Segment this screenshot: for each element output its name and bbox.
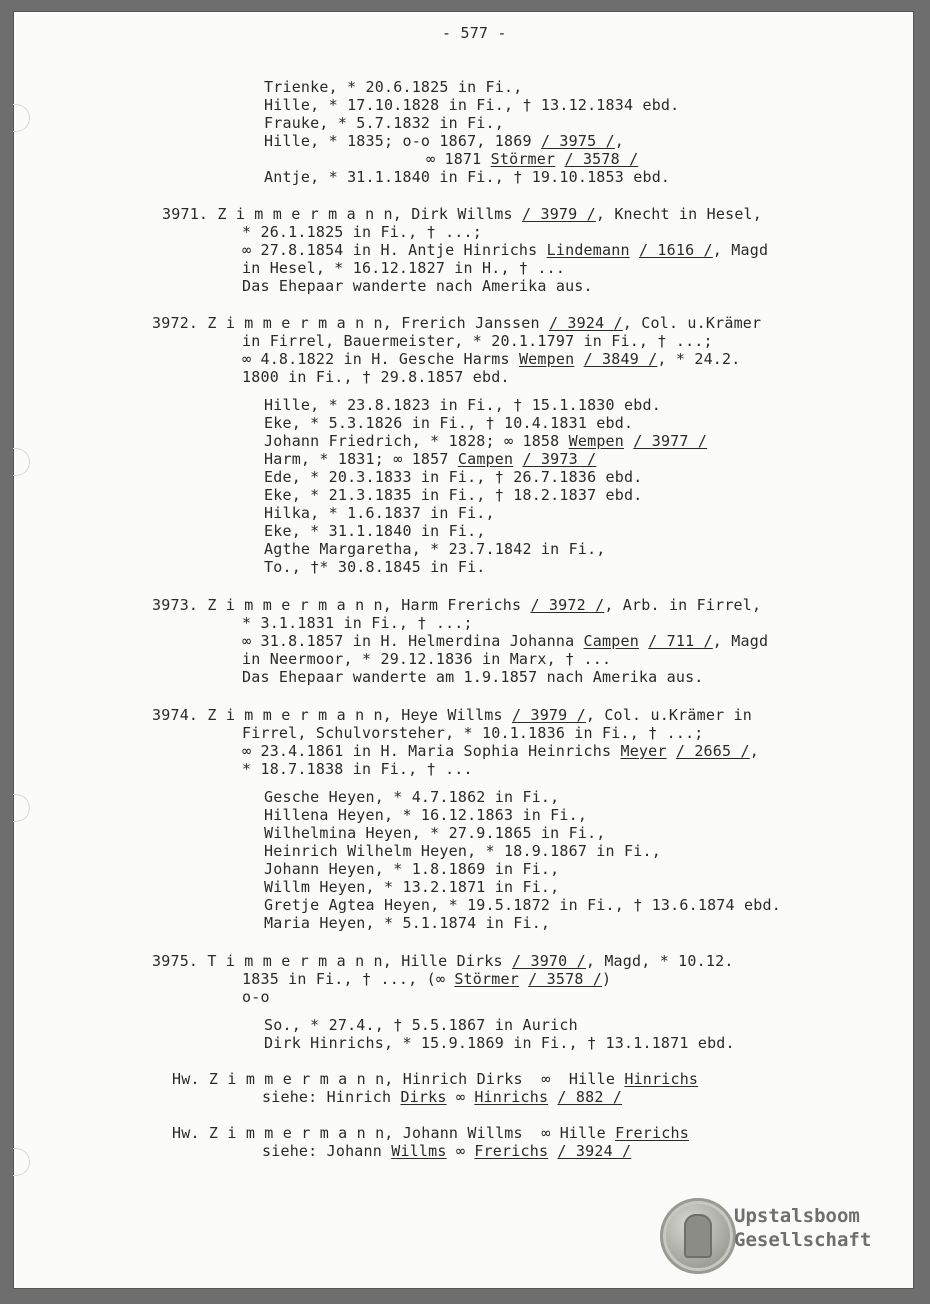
text-segment: * 26.1.1825 in Fi., † ...; — [242, 223, 482, 241]
text-line — [242, 970, 611, 988]
text-segment: ∞ 27.8.1854 in H. Antje Hinrichs — [242, 241, 547, 259]
text-line — [242, 760, 473, 778]
text-segment: 1800 in Fi., † 29.8.1857 ebd. — [242, 368, 510, 386]
text-segment: Hille, * 1835; o-o 1867, 1869 — [264, 132, 541, 150]
text-line — [264, 896, 781, 914]
text-segment — [667, 742, 676, 760]
text-line — [264, 450, 596, 468]
underlined-reference: / 3979 / — [512, 706, 586, 724]
text-segment: Wilhelmina Heyen, * 27.9.1865 in Fi., — [264, 824, 606, 842]
text-segment: Ede, * 20.3.1833 in Fi., † 26.7.1836 ebd. — [264, 468, 643, 486]
text-segment — [639, 632, 648, 650]
text-segment: 3971. Z i m m e r m a n n, Dirk Willms — [162, 205, 522, 223]
text-segment: siehe: Johann — [262, 1142, 392, 1160]
text-line — [264, 468, 642, 486]
text-segment: Eke, * 31.1.1840 in Fi., — [264, 522, 486, 540]
text-segment: Hille, * 17.10.1828 in Fi., † 13.12.1834 ebd. — [264, 96, 680, 114]
underlined-reference: / 711 / — [648, 632, 713, 650]
text-line — [264, 96, 679, 114]
underlined-reference: / 3970 / — [512, 952, 586, 970]
text-line — [242, 614, 473, 632]
text-segment: , Magd — [712, 632, 769, 650]
text-line — [264, 414, 633, 432]
underlined-reference: Wempen — [568, 432, 625, 450]
text-segment: , — [749, 742, 759, 760]
text-line — [264, 486, 642, 504]
text-line — [264, 842, 661, 860]
text-line — [264, 806, 587, 824]
text-segment: , — [614, 132, 625, 150]
text-segment: ∞ — [446, 1088, 475, 1106]
text-segment: 3973. Z i m m e r m a n n, Harm Frerichs — [152, 596, 531, 614]
underlined-reference: Hinrichs — [624, 1070, 699, 1088]
cross-reference-line — [262, 1088, 622, 1106]
entry-heading-3975 — [152, 952, 734, 970]
cross-reference-heading — [172, 1124, 689, 1142]
logo-line-2: Gesellschaft — [734, 1229, 872, 1251]
text-segment: ) — [602, 970, 612, 988]
text-segment: Hille, * 23.8.1823 in Fi., † 15.1.1830 ebd. — [264, 396, 661, 414]
page-number: - 577 - — [442, 24, 507, 42]
underlined-reference: Störmer — [490, 150, 556, 168]
text-segment: Das Ehepaar wanderte am 1.9.1857 nach Amerika aus. — [242, 668, 704, 686]
text-segment: Hilka, * 1.6.1837 in Fi., — [264, 504, 495, 522]
text-line — [264, 522, 486, 540]
text-line — [242, 241, 768, 259]
underlined-reference: / 3973 / — [522, 450, 597, 468]
text-line — [242, 632, 768, 650]
text-segment: Heinrich Wilhelm Heyen, * 18.9.1867 in Fi., — [264, 842, 661, 860]
text-line — [242, 650, 611, 668]
text-line — [264, 132, 624, 150]
punch-hole-mark — [13, 448, 30, 476]
text-segment: 1835 in Fi., † ..., (∞ — [242, 970, 455, 988]
text-segment — [624, 432, 633, 450]
text-segment: Eke, * 5.3.1826 in Fi., † 10.4.1831 ebd. — [264, 414, 634, 432]
text-line — [264, 114, 504, 132]
underlined-reference: / 3578 / — [564, 150, 639, 168]
text-segment: , * 24.2. — [657, 350, 741, 368]
text-segment: 3975. T i m m e r m a n n, Hille Dirks — [152, 952, 512, 970]
text-segment: Das Ehepaar wanderte nach Amerika aus. — [242, 277, 593, 295]
text-segment: , Col. u.Krämer — [622, 314, 762, 332]
underlined-reference: / 1616 / — [638, 241, 713, 259]
text-line — [242, 259, 565, 277]
underlined-reference: Lindemann — [546, 241, 630, 259]
underlined-reference: / 3979 / — [522, 205, 596, 223]
text-line — [264, 878, 559, 896]
logo-line-1: Upstalsboom — [734, 1205, 860, 1227]
text-segment: , Magd — [712, 241, 769, 259]
text-segment: Gesche Heyen, * 4.7.1862 in Fi., — [264, 788, 560, 806]
text-segment: , Knecht in Hesel, — [595, 205, 763, 223]
text-segment: * 3.1.1831 in Fi., † ...; — [242, 614, 473, 632]
entry-heading-3972 — [152, 314, 761, 332]
underlined-reference: / 3975 / — [540, 132, 615, 150]
underlined-reference: / 3849 / — [583, 350, 658, 368]
underlined-reference: / 882 / — [557, 1088, 623, 1106]
underlined-reference: Frerichs — [615, 1124, 689, 1142]
underlined-reference: / 3578 / — [528, 970, 603, 988]
text-segment — [630, 241, 639, 259]
text-line — [264, 396, 661, 414]
punch-hole-mark — [13, 104, 30, 132]
text-segment: ∞ 1871 — [426, 150, 491, 168]
text-line — [242, 988, 270, 1006]
text-line — [264, 504, 495, 522]
text-line — [242, 368, 510, 386]
text-segment: Agthe Margaretha, * 23.7.1842 in Fi., — [264, 540, 606, 558]
text-segment: , Arb. in Firrel, — [604, 596, 762, 614]
text-segment: in Neermoor, * 29.12.1836 in Marx, † ... — [242, 650, 612, 668]
text-segment: Trienke, * 20.6.1825 in Fi., — [264, 78, 523, 96]
text-segment: ∞ — [446, 1142, 475, 1160]
text-segment: Dirk Hinrichs, * 15.9.1869 in Fi., † 13.1.1871 ebd. — [264, 1034, 735, 1052]
underlined-reference: Campen — [457, 450, 514, 468]
punch-hole-mark — [13, 794, 30, 822]
text-line — [264, 860, 559, 878]
text-line — [264, 558, 486, 576]
text-segment: siehe: Hinrich — [262, 1088, 401, 1106]
entry-heading-3973 — [152, 596, 761, 614]
underlined-reference: / 3977 / — [633, 432, 708, 450]
text-segment: Eke, * 21.3.1835 in Fi., † 18.2.1837 ebd. — [264, 486, 643, 504]
text-line — [242, 350, 741, 368]
text-segment: in Hesel, * 16.12.1827 in H., † ... — [242, 259, 566, 277]
text-line — [264, 168, 670, 186]
document-page — [14, 12, 913, 1288]
underlined-reference: Wempen — [518, 350, 575, 368]
entry-heading-3974 — [152, 706, 752, 724]
text-line — [242, 223, 482, 241]
underlined-reference: / 3972 / — [530, 596, 605, 614]
underlined-reference: Hinrichs — [474, 1088, 549, 1106]
text-segment: Frauke, * 5.7.1832 in Fi., — [264, 114, 504, 132]
text-segment: To., †* 30.8.1845 in Fi. — [264, 558, 486, 576]
underlined-reference: / 3924 / — [548, 314, 623, 332]
text-line — [242, 742, 759, 760]
underlined-reference: Frerichs — [474, 1142, 549, 1160]
text-segment: in Firrel, Bauermeister, * 20.1.1797 in Fi., † ...; — [242, 332, 713, 350]
underlined-reference: Dirks — [400, 1088, 447, 1106]
text-segment: 3972. Z i m m e r m a n n, Frerich Janssen — [152, 314, 549, 332]
text-line — [242, 332, 713, 350]
text-segment: ∞ 23.4.1861 in H. Maria Sophia Heinrichs — [242, 742, 621, 760]
text-segment: ∞ 4.8.1822 in H. Gesche Harms — [242, 350, 519, 368]
text-segment: Hw. Z i m m e r m a n n, Hinrich Dirks ∞ Hille — [172, 1070, 625, 1088]
underlined-reference: Störmer — [454, 970, 519, 988]
text-segment — [519, 970, 528, 988]
underlined-reference: Willms — [391, 1142, 447, 1160]
text-segment: Hw. Z i m m e r m a n n, Johann Willms ∞ Hille — [172, 1124, 616, 1142]
text-line — [264, 78, 522, 96]
underlined-reference: Campen — [583, 632, 639, 650]
underlined-reference: / 3924 / — [557, 1142, 632, 1160]
text-line — [264, 914, 550, 932]
text-segment: Gretje Agtea Heyen, * 19.5.1872 in Fi., † 13.6.1874 ebd. — [264, 896, 781, 914]
text-segment: Johann Friedrich, * 1828; ∞ 1858 — [264, 432, 569, 450]
text-line — [264, 540, 606, 558]
text-segment: Johann Heyen, * 1.8.1869 in Fi., — [264, 860, 560, 878]
underlined-reference: / 2665 / — [675, 742, 750, 760]
text-segment: , Col. u.Krämer in — [585, 706, 753, 724]
logo-text — [734, 1204, 871, 1252]
upstalsboom-seal-icon — [660, 1198, 736, 1274]
text-line — [264, 824, 606, 842]
text-segment: Firrel, Schulvorsteher, * 10.1.1836 in Fi., † ...; — [242, 724, 704, 742]
punch-hole-mark — [13, 1148, 30, 1176]
text-segment: 3974. Z i m m e r m a n n, Heye Willms — [152, 706, 512, 724]
text-segment: Maria Heyen, * 5.1.1874 in Fi., — [264, 914, 551, 932]
text-segment: ∞ 31.8.1857 in H. Helmerdina Johanna — [242, 632, 584, 650]
text-segment: Harm, * 1831; ∞ 1857 — [264, 450, 458, 468]
text-segment: So., * 27.4., † 5.5.1867 in Aurich — [264, 1016, 578, 1034]
text-segment: Hillena Heyen, * 16.12.1863 in Fi., — [264, 806, 588, 824]
text-line — [264, 1016, 578, 1034]
text-line — [426, 150, 638, 168]
text-line — [264, 788, 559, 806]
text-line — [264, 432, 707, 450]
text-segment — [574, 350, 583, 368]
text-line — [242, 277, 593, 295]
text-line — [242, 668, 704, 686]
cross-reference-heading — [172, 1070, 698, 1088]
text-line — [242, 724, 704, 742]
underlined-reference: Meyer — [620, 742, 667, 760]
text-segment: , Magd, * 10.12. — [585, 952, 734, 970]
text-segment: * 18.7.1838 in Fi., † ... — [242, 760, 473, 778]
text-segment: Antje, * 31.1.1840 in Fi., † 19.10.1853 ebd. — [264, 168, 671, 186]
text-segment: Willm Heyen, * 13.2.1871 in Fi., — [264, 878, 560, 896]
cross-reference-line — [262, 1142, 631, 1160]
text-line — [264, 1034, 735, 1052]
text-segment: o-o — [242, 988, 270, 1006]
entry-heading-3971 — [162, 205, 762, 223]
